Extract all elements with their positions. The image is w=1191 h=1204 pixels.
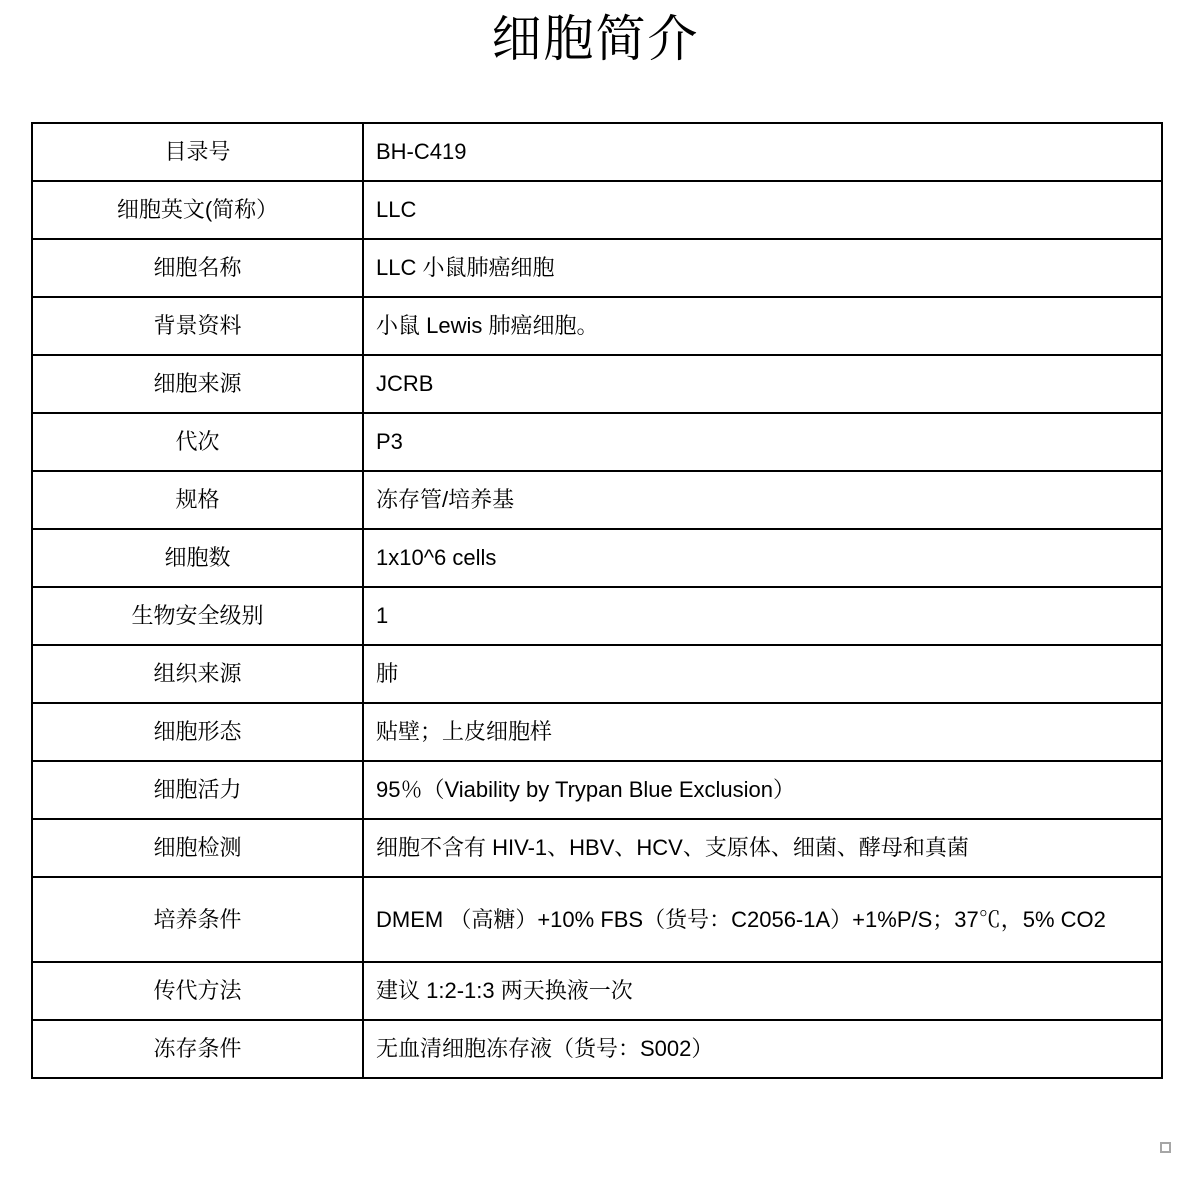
table-row <box>32 123 1162 181</box>
table-row <box>32 181 1162 239</box>
row-value-cell: LLC 小鼠肺癌细胞 <box>363 239 1162 297</box>
table-row <box>32 877 1162 962</box>
row-label-cell: 细胞活力 <box>32 761 363 819</box>
row-label-cell: 组织来源 <box>32 645 363 703</box>
table-row <box>32 703 1162 761</box>
table-row <box>32 962 1162 1020</box>
cell-info-table <box>31 122 1163 1079</box>
row-label-cell: 生物安全级别 <box>32 587 363 645</box>
row-value-cell: 无血清细胞冻存液（货号：S002） <box>363 1020 1162 1078</box>
row-label-cell: 细胞来源 <box>32 355 363 413</box>
row-label-cell: 培养条件 <box>32 877 363 962</box>
row-label-cell: 传代方法 <box>32 962 363 1020</box>
row-label-cell: 冻存条件 <box>32 1020 363 1078</box>
table-row <box>32 529 1162 587</box>
table-row <box>32 645 1162 703</box>
row-value-cell: DMEM （高糖）+10% FBS（货号：C2056-1A）+1%P/S；37℃，5% CO2 <box>363 877 1162 962</box>
table-row <box>32 1020 1162 1078</box>
row-label-cell: 规格 <box>32 471 363 529</box>
row-value-cell: 贴壁；上皮细胞样 <box>363 703 1162 761</box>
row-label-cell: 背景资料 <box>32 297 363 355</box>
table-resize-handle-icon[interactable] <box>1160 1142 1171 1153</box>
row-label-cell: 细胞名称 <box>32 239 363 297</box>
row-value-cell: LLC <box>363 181 1162 239</box>
table-row <box>32 239 1162 297</box>
row-label-cell: 目录号 <box>32 123 363 181</box>
row-value-cell: 冻存管/培养基 <box>363 471 1162 529</box>
row-value-cell: 建议 1:2-1:3 两天换液一次 <box>363 962 1162 1020</box>
row-value-cell: 1 <box>363 587 1162 645</box>
row-value-cell: JCRB <box>363 355 1162 413</box>
row-value-cell: 95％（Viability by Trypan Blue Exclusion） <box>363 761 1162 819</box>
table-row <box>32 761 1162 819</box>
row-value-cell: 1x10^6 cells <box>363 529 1162 587</box>
row-label-cell: 细胞形态 <box>32 703 363 761</box>
row-label-cell: 细胞数 <box>32 529 363 587</box>
table-row <box>32 297 1162 355</box>
row-value-cell: 肺 <box>363 645 1162 703</box>
table-row <box>32 355 1162 413</box>
page-title: 细胞简介 <box>491 10 700 68</box>
row-label-cell: 细胞英文(简称） <box>32 181 363 239</box>
row-label-cell: 细胞检测 <box>32 819 363 877</box>
table-row <box>32 819 1162 877</box>
table-row <box>32 471 1162 529</box>
row-label-cell: 代次 <box>32 413 363 471</box>
row-value-cell: 细胞不含有 HIV-1、HBV、HCV、支原体、细菌、酵母和真菌 <box>363 819 1162 877</box>
table-row <box>32 413 1162 471</box>
table-row <box>32 587 1162 645</box>
row-value-cell: P3 <box>363 413 1162 471</box>
row-value-cell: 小鼠 Lewis 肺癌细胞。 <box>363 297 1162 355</box>
row-value-cell: BH-C419 <box>363 123 1162 181</box>
